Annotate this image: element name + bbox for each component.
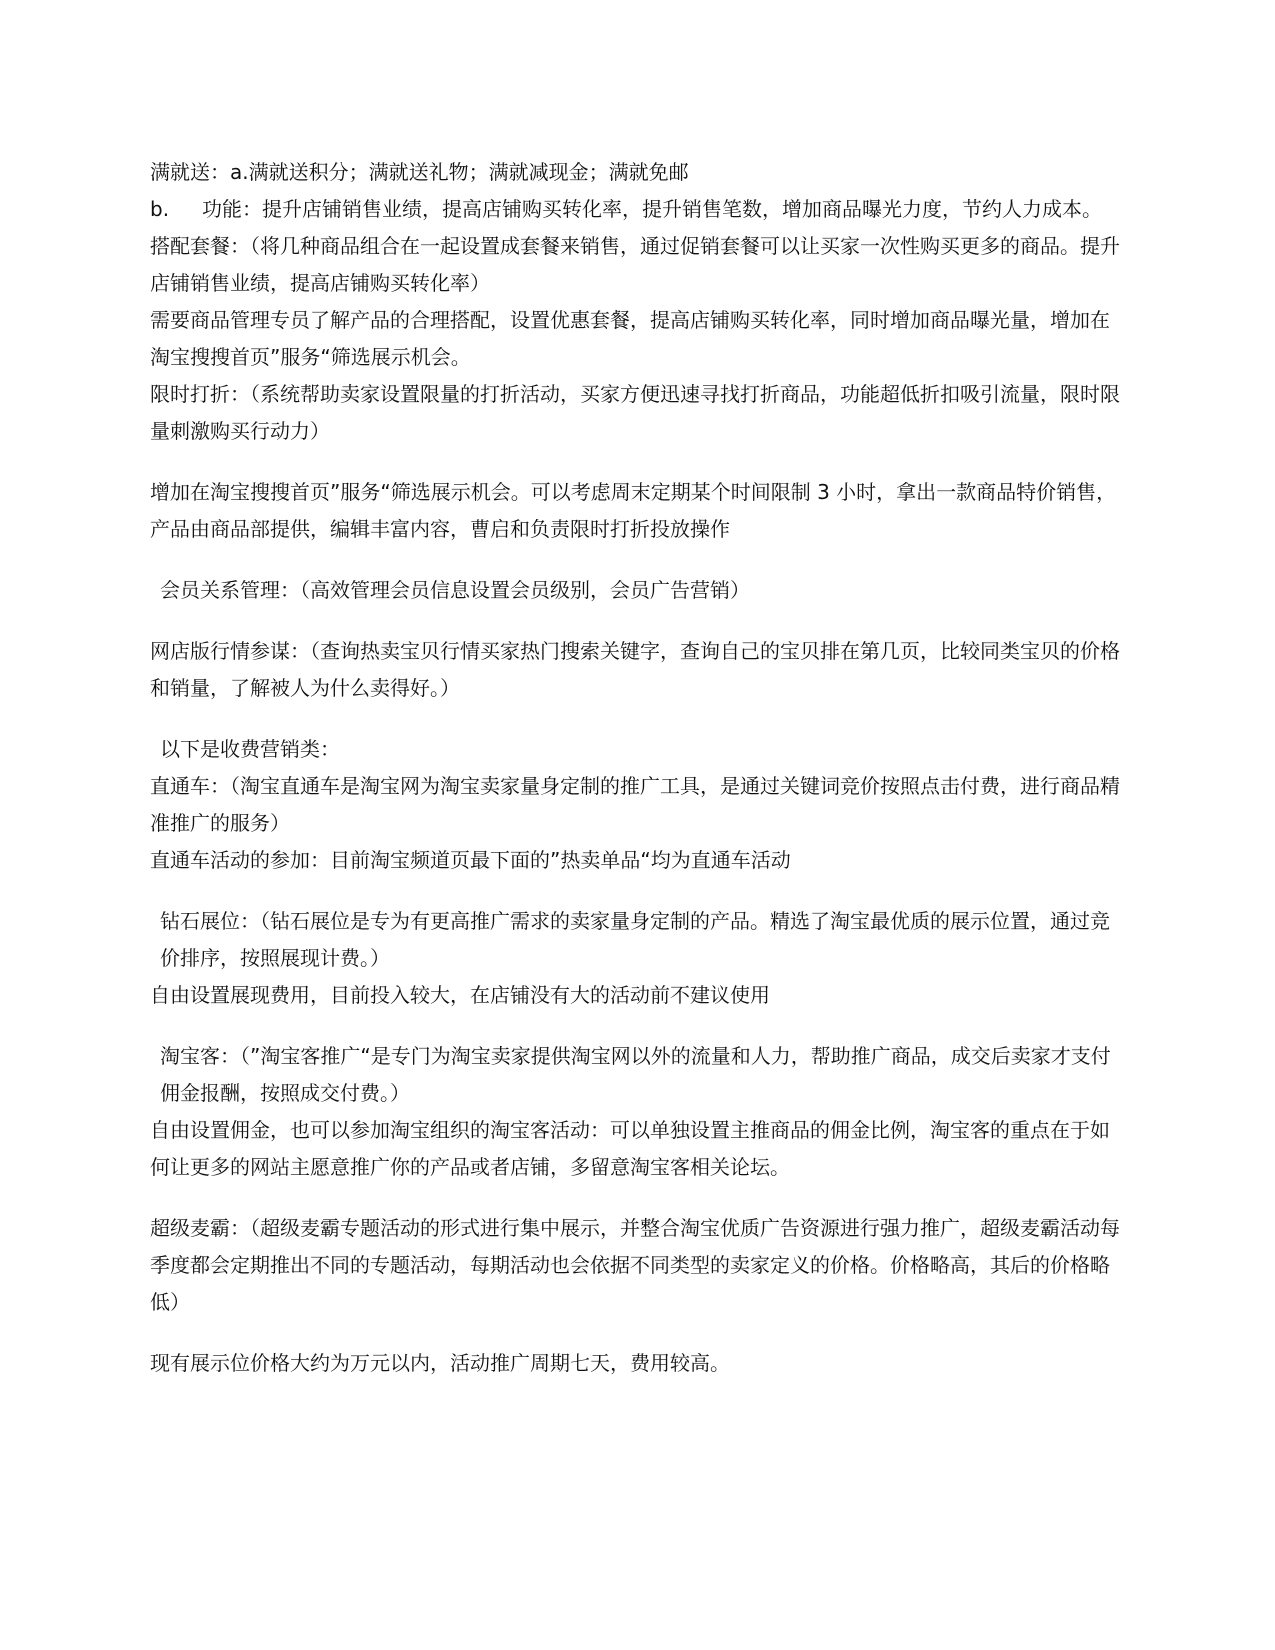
document-body [150, 154, 1125, 1382]
list-marker: b. [150, 197, 170, 221]
paragraph-taobaoke-note: 自由设置佣金，也可以参加淘宝组织的淘宝客活动：可以单独设置主推商品的佣金比例，淘宝客的重点在于如何让更多的网站主愿意推广你的产品或者店铺，多留意淘宝客相关论坛。 [150, 1118, 1110, 1179]
paragraph-flash-discount-note: 增加在淘宝搜搜首页”服务“筛选展示机会。可以考虑周末定期某个时间限制 3 小时，拿出一款商品特价销售，产品由商品部提供，编辑丰富内容，曹启和负责限时打折投放操作 [150, 480, 1117, 541]
paragraph-man-jiu-song: 满就送：a.满就送积分；满就送礼物；满就减现金；满就免邮 [150, 160, 689, 184]
paragraph-bundle-package: 搭配套餐：（将几种商品组合在一起设置成套餐来销售，通过促销套餐可以让买家一次性购买更多的商品。提升店铺销售业绩，提高店铺购买转化率） [150, 234, 1120, 295]
paragraph-taobaoke: 淘宝客：（”淘宝客推广“是专门为淘宝卖家提供淘宝网以外的流量和人力，帮助推广商品，成交后卖家才支付佣金报酬，按照成交付费。） [160, 1044, 1111, 1105]
paragraph-diamond-booth-note: 自由设置展现费用，目前投入较大，在店铺没有大的活动前不建议使用 [150, 983, 770, 1007]
paragraph-member-management: 会员关系管理：（高效管理会员信息设置会员级别，会员广告营销） [160, 578, 750, 602]
paragraph-through-train-note: 直通车活动的参加：目前淘宝频道页最下面的”热卖单品“均为直通车活动 [150, 848, 791, 872]
paragraph-flash-discount: 限时打折：（系统帮助卖家设置限量的打折活动，买家方便迅速寻找打折商品，功能超低折扣吸引流量，限时限量刺激购买行动力） [150, 382, 1120, 443]
paragraph-function: 功能：提升店铺销售业绩，提高店铺购买转化率，提升销售笔数，增加商品曝光力度，节约人力成本。 [202, 197, 1102, 221]
paragraph-paid-marketing-heading: 以下是收费营销类： [160, 737, 340, 761]
paragraph-super-maiba-note: 现有展示位价格大约为万元以内，活动推广周期七天，费用较高。 [150, 1351, 730, 1375]
paragraph-through-train: 直通车：（淘宝直通车是淘宝网为淘宝卖家量身定制的推广工具，是通过关键词竞价按照点击付费，进行商品精准推广的服务） [150, 774, 1120, 835]
list-item-b [150, 191, 1125, 228]
paragraph-market-advisor: 网店版行情参谋：（查询热卖宝贝行情买家热门搜索关键字，查询自己的宝贝排在第几页，比较同类宝贝的价格和销量，了解被人为什么卖得好。） [150, 639, 1120, 700]
paragraph-diamond-booth: 钻石展位：（钻石展位是专为有更高推广需求的卖家量身定制的产品。精选了淘宝最优质的展示位置，通过竞价排序，按照展现计费。） [160, 909, 1110, 970]
paragraph-super-maiba: 超级麦霸：（超级麦霸专题活动的形式进行集中展示，并整合淘宝优质广告资源进行强力推广，超级麦霸活动每季度都会定期推出不同的专题活动，每期活动也会依据不同类型的卖家定义的价格。价格略高，其后的价格略低） [150, 1216, 1120, 1314]
paragraph-bundle-note: 需要商品管理专员了解产品的合理搭配，设置优惠套餐，提高店铺购买转化率，同时增加商品曝光量，增加在淘宝搜搜首页”服务“筛选展示机会。 [150, 308, 1110, 369]
